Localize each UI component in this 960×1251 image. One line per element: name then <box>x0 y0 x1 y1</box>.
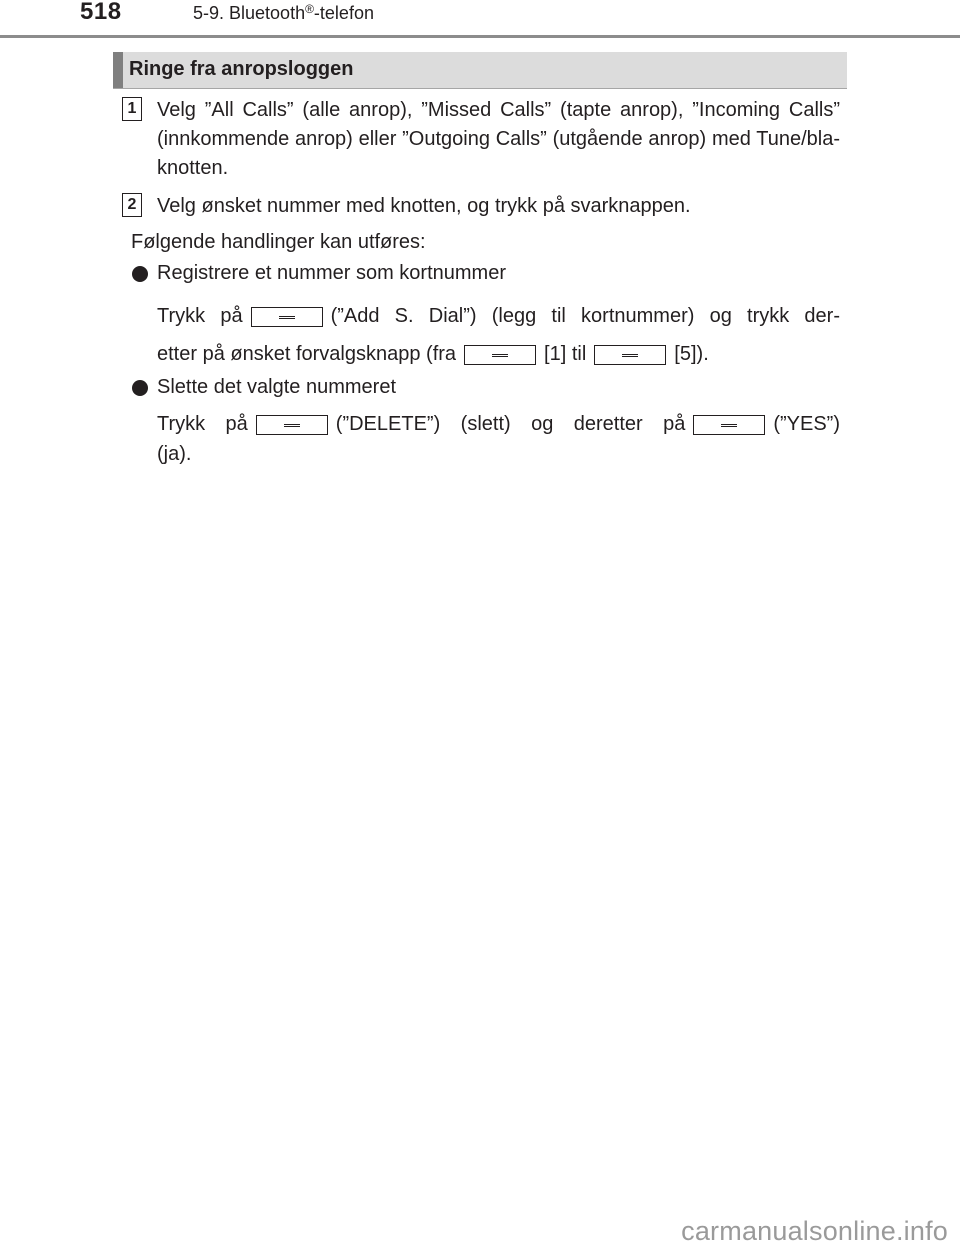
bullet-1-line-2 <box>157 340 709 369</box>
bullet-2-line-1-c: (”YES”) <box>773 413 840 435</box>
step-1-text: Velg ”All Calls” (alle anrop), ”Missed Calls” (tapte anrop), ”Incoming Calls” (innkommende anrop) eller ”Outgoing Calls” (utgående anrop) med Tune/bla-knotten. <box>157 99 840 179</box>
running-head <box>193 3 374 24</box>
bullet-1-heading: Registrere et nummer som kortnummer <box>157 262 506 284</box>
section-bar-accent <box>113 52 123 88</box>
bullet-1-line-1 <box>157 302 840 331</box>
bullet-2-line-1-a: Trykk på <box>157 413 248 435</box>
bullet-1-line-2-b: [1] til <box>544 343 587 365</box>
bullet-2-line-1-b: (”DELETE”) (slett) og deretter på <box>335 413 686 435</box>
section-bar <box>113 52 847 89</box>
step-2-text: Velg ønsket nummer med knotten, og trykk på svarknappen. <box>157 195 691 217</box>
watermark: carmanualsonline.info <box>681 1216 948 1246</box>
bullet-2-heading: Slette det valgte nummeret <box>157 376 397 398</box>
preset-1-button-icon <box>464 345 536 365</box>
running-head-suffix: -telefon <box>313 3 374 23</box>
header-rule <box>0 35 960 38</box>
bullet-1-line-1-a: Trykk på <box>157 305 243 327</box>
bullet-2-line-2: (ja). <box>157 443 192 465</box>
page-number: 518 <box>80 0 122 25</box>
delete-button-icon <box>256 415 328 435</box>
bullet-1-line-2-a: etter på ønsket forvalgsknapp (fra <box>157 343 457 365</box>
running-head-section: 5-9. Bluetooth <box>193 3 306 23</box>
step-badge-1: 1 <box>122 97 142 121</box>
add-speed-dial-button-icon <box>251 307 323 327</box>
registered-mark: ® <box>305 2 314 16</box>
intro-text: Følgende handlinger kan utføres: <box>131 231 426 253</box>
bullet-dot-2 <box>132 380 148 396</box>
preset-5-button-icon <box>594 345 666 365</box>
section-title: Ringe fra anropsloggen <box>129 58 354 80</box>
bullet-1-line-2-c: [5]). <box>674 343 709 365</box>
bullet-dot-1 <box>132 266 148 282</box>
bullet-1-line-1-b: (”Add S. Dial”) (legg til kortnummer) og trykk der- <box>330 305 840 327</box>
step-badge-2: 2 <box>122 193 142 217</box>
yes-button-icon <box>693 415 765 435</box>
bullet-2-line-1 <box>157 410 840 439</box>
